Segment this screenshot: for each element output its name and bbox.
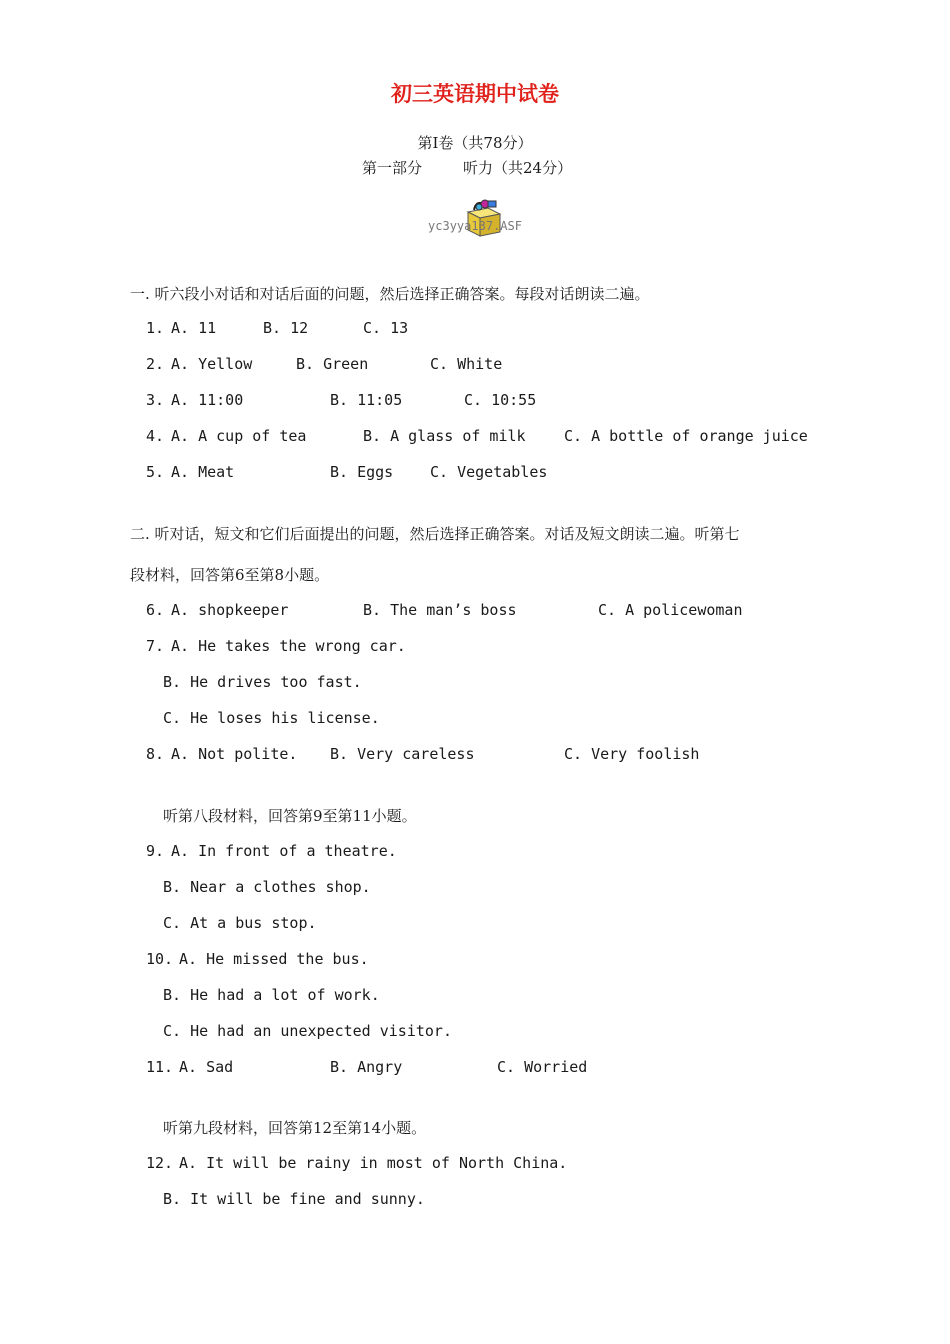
part-header-label: 第一部分	[362, 159, 423, 177]
q4-number: 4.	[146, 427, 165, 445]
q6-option-c: C. A policewoman	[598, 601, 743, 619]
q11-option-a: A. Sad	[179, 1058, 234, 1076]
attachment-filename[interactable]: yc3yya137.ASF	[428, 219, 522, 233]
q10-option-a: A. He missed the bus.	[179, 950, 369, 968]
q12-option-b: B. It will be fine and sunny.	[163, 1190, 425, 1208]
q8-number: 8.	[146, 745, 165, 763]
q7-option-c: C. He loses his license.	[163, 709, 380, 727]
q11-number: 11.	[146, 1058, 174, 1076]
q8-option-c: C. Very foolish	[564, 745, 700, 763]
section-header: 第Ⅰ卷（共78分）	[417, 134, 533, 152]
q4-option-b: B. A glass of milk	[363, 427, 526, 445]
q9-option-b: B. Near a clothes shop.	[163, 878, 371, 896]
q2-option-a: A. Yellow	[171, 355, 253, 373]
material9-instruction: 听第九段材料，回答第12至第14小题。	[163, 1119, 427, 1137]
q8-option-a: A. Not polite.	[171, 745, 298, 763]
q2-option-b: B. Green	[296, 355, 369, 373]
q10-option-c: C. He had an unexpected visitor.	[163, 1022, 452, 1040]
q10-option-b: B. He had a lot of work.	[163, 986, 380, 1004]
q7-number: 7.	[146, 637, 165, 655]
section2-instruction-line1: 二. 听对话，短文和它们后面提出的问题，然后选择正确答案。对话及短文朗读二遍。听第七	[130, 525, 740, 543]
q7-option-b: B. He drives too fast.	[163, 673, 362, 691]
q9-number: 9.	[146, 842, 165, 860]
q5-option-a: A. Meat	[171, 463, 235, 481]
q3-option-a: A. 11:00	[171, 391, 244, 409]
q9-option-c: C. At a bus stop.	[163, 914, 317, 932]
q8-option-b: B. Very careless	[330, 745, 475, 763]
q1-option-b: B. 12	[263, 319, 309, 337]
q2-option-c: C. White	[430, 355, 503, 373]
q1-option-a: A. 11	[171, 319, 217, 337]
page-title: 初三英语期中试卷	[391, 82, 559, 106]
q9-option-a: A. In front of a theatre.	[171, 842, 397, 860]
q11-option-c: C. Worried	[497, 1058, 588, 1076]
section1-instruction: 一. 听六段小对话和对话后面的问题，然后选择正确答案。每段对话朗读二遍。	[130, 285, 650, 303]
q4-option-a: A. A cup of tea	[171, 427, 307, 445]
q1-number: 1.	[146, 319, 165, 337]
q12-number: 12.	[146, 1154, 174, 1172]
material8-instruction: 听第八段材料，回答第9至第11小题。	[163, 807, 417, 825]
q6-option-b: B. The man’s boss	[363, 601, 517, 619]
q5-number: 5.	[146, 463, 165, 481]
q5-option-b: B. Eggs	[330, 463, 394, 481]
q5-option-c: C. Vegetables	[430, 463, 548, 481]
q7-option-a: A. He takes the wrong car.	[171, 637, 406, 655]
q4-option-c: C. A bottle of orange juice	[564, 427, 808, 445]
q3-number: 3.	[146, 391, 165, 409]
q3-option-b: B. 11:05	[330, 391, 403, 409]
q11-option-b: B. Angry	[330, 1058, 403, 1076]
q10-number: 10.	[146, 950, 174, 968]
q6-number: 6.	[146, 601, 165, 619]
q12-option-a: A. It will be rainy in most of North China.	[179, 1154, 568, 1172]
section2-instruction-line2: 段材料，回答第6至第8小题。	[130, 566, 330, 584]
q3-option-c: C. 10:55	[464, 391, 537, 409]
part-header-listening: 听力（共24分）	[463, 159, 573, 177]
package-icon[interactable]	[452, 179, 494, 221]
q2-number: 2.	[146, 355, 165, 373]
q6-option-a: A. shopkeeper	[171, 601, 289, 619]
q1-option-c: C. 13	[363, 319, 409, 337]
